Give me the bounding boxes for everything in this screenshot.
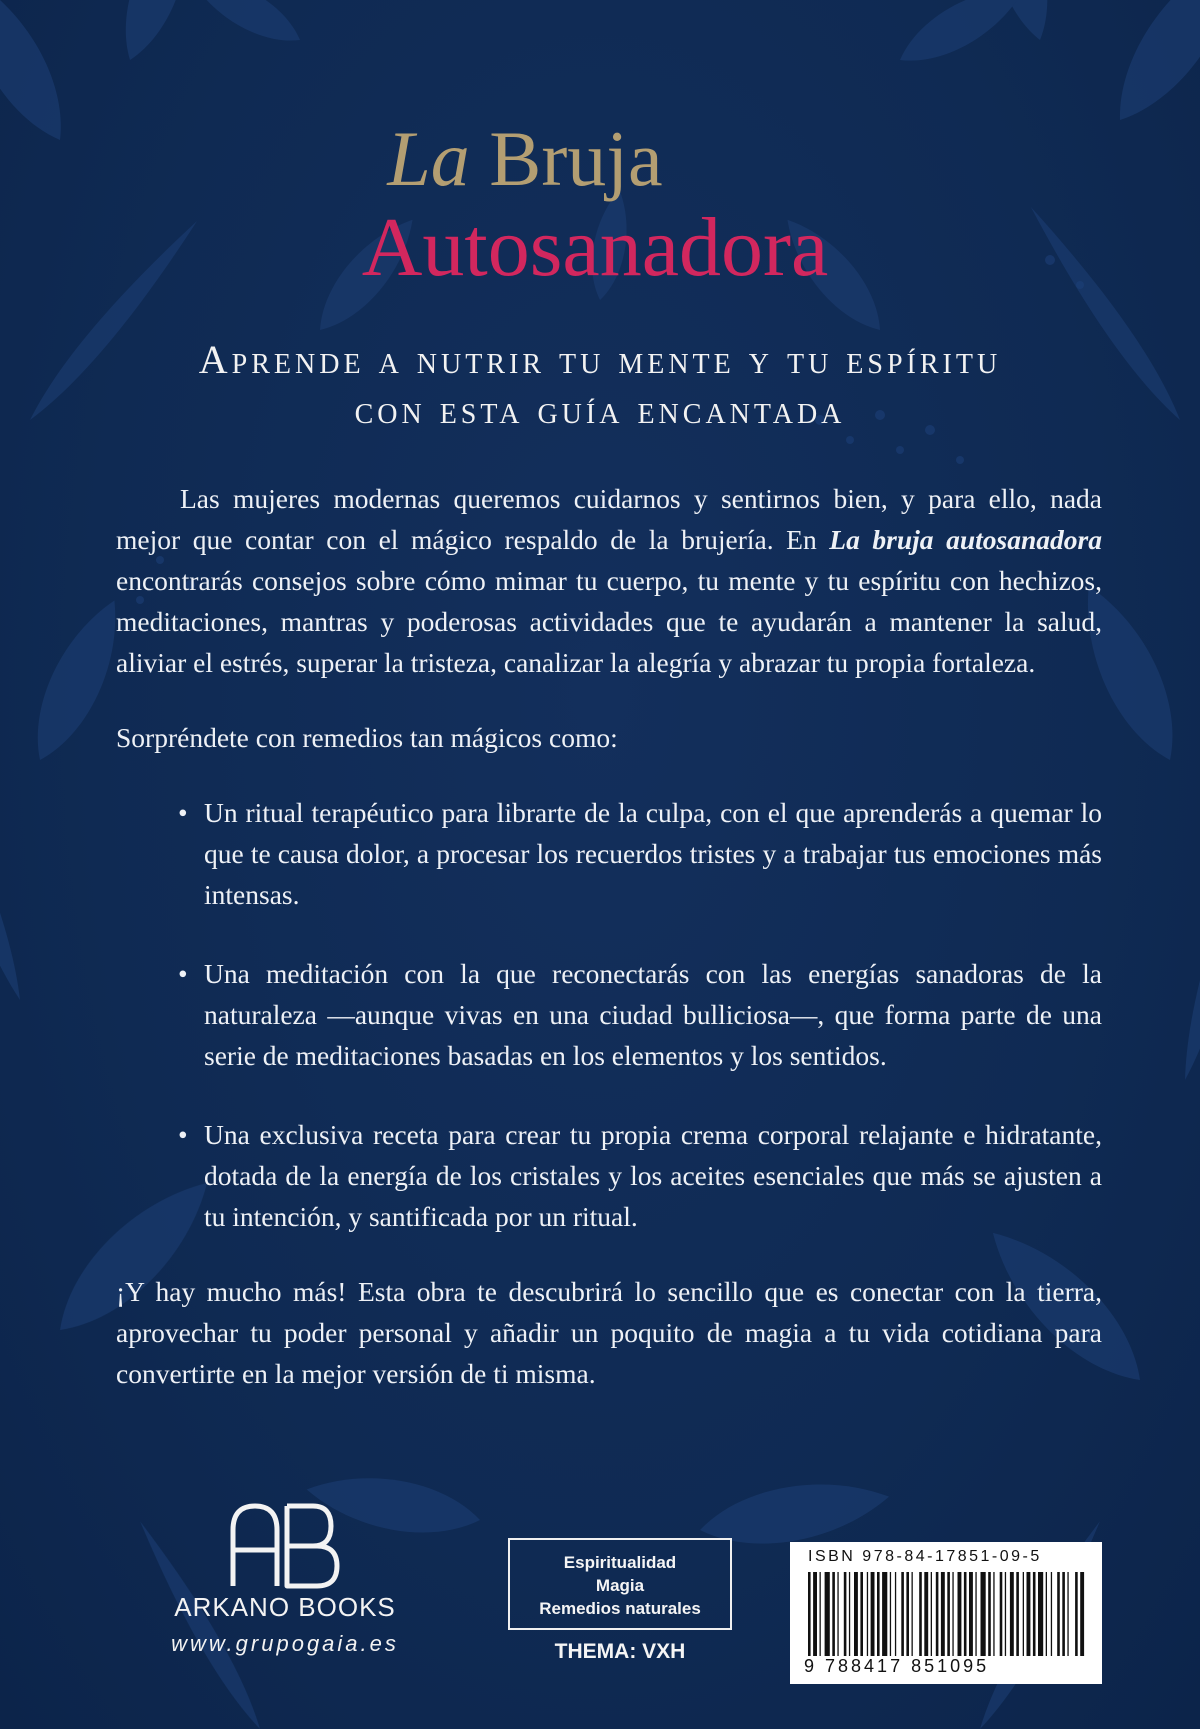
intro-text-start: Las mujeres modernas queremos cuidarnos y sentirnos bien, y para ello, nada mejor que contar con el mágico respaldo de la brujería. En: [116, 483, 1102, 555]
tagline-line-2: con esta guía encantada: [354, 387, 846, 432]
title-prefix: La: [387, 115, 470, 202]
publisher-name: ARKANO BOOKS: [174, 1592, 396, 1622]
thema-code: THEMA: VXH: [554, 1640, 686, 1663]
arkano-books-monogram-icon: [225, 1500, 345, 1590]
categories-box: [508, 1538, 732, 1630]
tagline-line-1: Aprende a nutrir tu mente y tu espíritu: [198, 337, 1002, 382]
isbn-barcode: [790, 1542, 1102, 1684]
category-label: Magia: [595, 1576, 645, 1595]
tagline: [0, 335, 1200, 435]
isbn-label: ISBN 978-84-17851-09-5: [808, 1548, 1042, 1565]
isbn-digits: 9 788417 851095: [804, 1656, 990, 1676]
barcode-bars-icon: [808, 1572, 1086, 1656]
category-label: Espiritualidad: [563, 1553, 677, 1572]
intro-paragraph: [116, 478, 1102, 683]
book-title: [0, 115, 1200, 293]
title-line-2: Autosanadora: [361, 201, 829, 294]
list-item: • Una exclusiva receta para crear tu propia crema corporal relajante e hidratante, dotada de la energía de los cristales y los aceites esenciales que más se ajusten a tu intención, y santificada por un ritual.: [116, 1114, 1102, 1237]
title-word-bruja: Bruja: [489, 115, 663, 202]
closing-paragraph: ¡Y hay mucho más! Esta obra te descubrirá lo sencillo que es conectar con la tierra, aprovechar tu poder personal y añadir un poquito de magia a tu vida cotidiana para convertirte en la mejor versión de ti misma.: [116, 1276, 1102, 1389]
remedies-list: [116, 792, 1102, 1237]
category-label: Remedios naturales: [539, 1599, 701, 1618]
publisher-logo: [155, 1500, 415, 1657]
blurb: [116, 478, 1102, 1394]
intro-book-title-emphasis: La bruja autosanadora: [829, 524, 1102, 555]
list-item: • Una meditación con la que reconectarás con las energías sanadoras de la naturaleza —aunque vivas en una ciudad bulliciosa—, que forma parte de una serie de meditaciones basadas en los elementos y los sentidos.: [116, 953, 1102, 1076]
publisher-url[interactable]: www.grupogaia.es: [171, 1631, 399, 1656]
remedies-lead-paragraph: Sorpréndete con remedios tan mágicos como:: [116, 722, 618, 753]
intro-text-end: encontrarás consejos sobre cómo mimar tu cuerpo, tu mente y tu espíritu con hechizos, meditaciones, mantras y poderosas actividades que te ayudarán a mantener la salud, aliviar el estrés, superar la tristeza, canalizar la alegría y abrazar tu propia fortaleza.: [116, 565, 1102, 678]
list-item: • Un ritual terapéutico para librarte de la culpa, con el que aprenderás a quemar lo que te causa dolor, a procesar los recuerdos tristes y a trabajar tus emociones más intensas.: [116, 792, 1102, 915]
title-line-1: [0, 115, 1200, 203]
